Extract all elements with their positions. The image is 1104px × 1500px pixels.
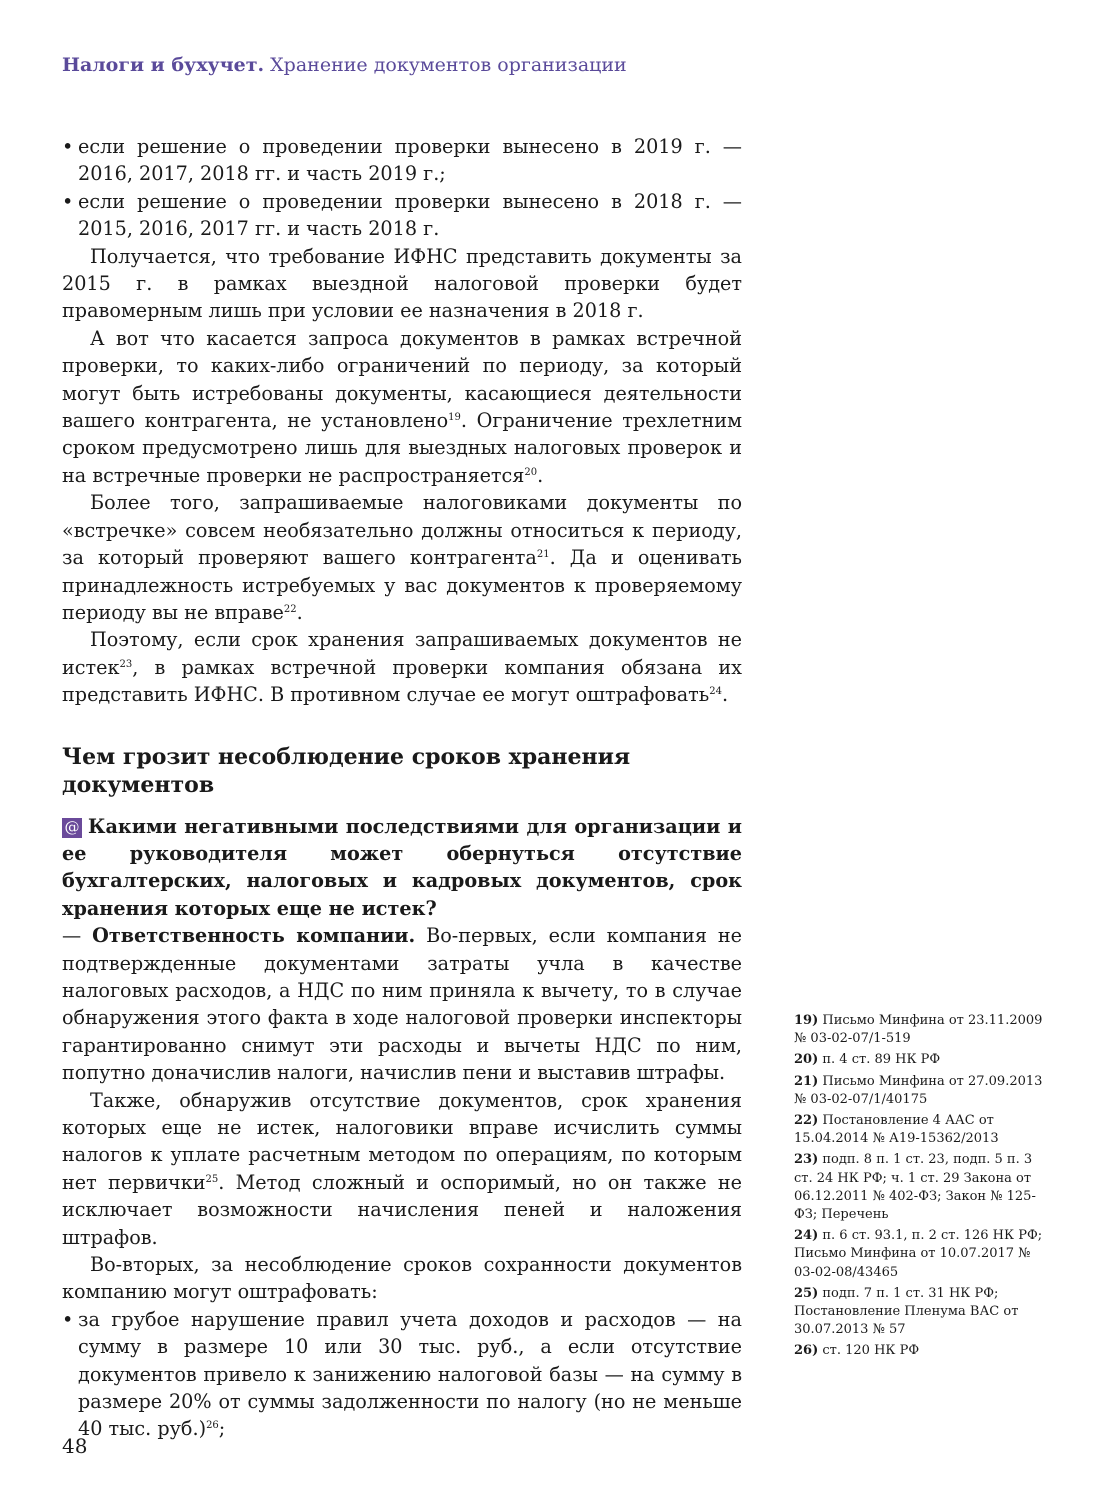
page-number: 48 — [62, 1434, 88, 1458]
paragraph-text: . — [296, 600, 303, 624]
bullet-text: если решение о проведении проверки вынесено в 2018 г. — 2015, 2016, 2017 гг. и часть 2018 г. — [78, 189, 742, 241]
footnote-number: 26) — [794, 1343, 819, 1359]
footnote — [794, 1151, 1044, 1224]
footnote-ref: 21 — [536, 549, 550, 561]
answer-dash: — — [62, 924, 93, 948]
question — [62, 813, 742, 923]
paragraph: Во-вторых, за несоблюдение сроков сохранности документов компанию могут оштрафовать: — [62, 1253, 742, 1304]
footnote-ref: 19 — [448, 412, 461, 424]
bullet-dot: • — [62, 1307, 74, 1331]
footnote-text: Постановление 4 ААС от 15.04.2014 № А19-15362/2013 — [794, 1113, 999, 1147]
footnote-text: подп. 7 п. 1 ст. 31 НК РФ; Постановление Пленума ВАС от 30.07.2013 № 57 — [794, 1285, 1019, 1338]
footnote-text: Письмо Минфина от 27.09.2013 № 03-02-07/1/40175 — [794, 1073, 1043, 1107]
paragraph-text: . Ограничение трехлетним сроком предусмотрено лишь для выездных налоговых проверок и на встречные проверки не распространяется — [62, 409, 742, 487]
footnote-number: 24) — [794, 1228, 819, 1244]
paragraph-text: , в рамках встречной проверки компания обязана их представить ИФНС. В противном случае ее могут оштрафовать — [62, 655, 742, 707]
paragraph-text: Поэтому, если срок хранения запрашиваемых документов не истек — [62, 628, 742, 679]
answer-lead: Ответственность компании. — [92, 924, 416, 948]
footnote — [794, 1073, 1044, 1109]
footnote-ref: 26 — [206, 1420, 219, 1432]
paragraph: Получается, что требование ИФНС представить документы за 2015 г. в рамках выездной налоговой проверки будет правомерным лишь при условии ее назначения в 2018 г. — [62, 244, 742, 323]
footnote-number: 19) — [794, 1013, 819, 1028]
footnote — [794, 1227, 1044, 1282]
answer-text: Во-первых, если компания не подтвержденные документами затраты учла в качестве налоговых расходов, а НДС по ним приняла к вычету, то в случае обнаружения этого факта в ходе налоговой проверки инспекторы гарантированно снимут эти расходы и вычеты НДС по ним, попутно доначислив налоги, начислив пени и выставив штрафы. — [62, 924, 743, 1085]
footnote — [794, 1285, 1044, 1340]
footnote-text: ст. 120 НК РФ — [818, 1343, 920, 1359]
footnote-ref: 22 — [283, 603, 297, 615]
footnote-text: Письмо Минфина от 23.11.2009 № 03-02-07/1-519 — [794, 1013, 1043, 1047]
footnote — [794, 1012, 1044, 1048]
paragraph-text: . Да и оценивать принадлежность истребуемых у вас документов к проверяемому периоду вы не вправе — [62, 546, 742, 624]
footnote-text: подп. 8 п. 1 ст. 23, подп. 5 п. 3 ст. 24 НК РФ; ч. 1 ст. 29 Закона от 06.12.2011 № 402-ФЗ; Закон № 125-ФЗ; Перечень — [794, 1152, 1036, 1223]
running-head-section: Налоги и бухучет. — [62, 54, 265, 76]
bullet-text: ; — [218, 1417, 226, 1441]
footnote-ref: 24 — [709, 686, 722, 698]
footnote — [794, 1051, 1044, 1069]
footnotes-column — [794, 1012, 1044, 1364]
footnote-number: 20) — [794, 1052, 819, 1068]
bullet-dot: • — [62, 135, 74, 158]
bullet-item — [62, 1306, 742, 1443]
footnote-text: п. 4 ст. 89 НК РФ — [818, 1052, 941, 1068]
footnote-ref: 23 — [119, 658, 133, 670]
paragraph — [62, 626, 742, 708]
main-text — [62, 133, 742, 1443]
paragraph — [62, 1087, 742, 1251]
bullet-item — [62, 188, 742, 243]
bullet-dot: • — [62, 189, 74, 213]
paragraph — [62, 325, 742, 489]
running-head — [62, 54, 762, 76]
footnote-ref: 20 — [524, 466, 538, 478]
question-text: Какими негативными последствиями для организации и ее руководителя может обернуться отсутствие бухгалтерских, налоговых и кадровых документов, срок хранения которых еще не истек? — [62, 814, 742, 920]
section-heading: Чем грозит несоблюдение сроков хранения документов — [62, 743, 631, 798]
footnote-number: 21) — [794, 1073, 819, 1089]
paragraph-text: . — [721, 683, 729, 707]
footnote-number: 22) — [794, 1113, 819, 1129]
bullet-text: если решение о проведении проверки вынесено в 2019 г. — 2016, 2017, 2018 гг. и часть 2019 г.; — [78, 135, 742, 186]
paragraph-text: Более того, запрашиваемые налоговиками документы по «встречке» совсем необязательно должны относиться к периоду, за который проверяют вашего контрагента — [62, 491, 742, 570]
footnote — [794, 1112, 1044, 1148]
bullet-item — [62, 133, 742, 188]
footnote — [794, 1342, 1044, 1360]
footnote-number: 25) — [794, 1285, 819, 1301]
bullet-text: за грубое нарушение правил учета доходов и расходов — на сумму в размере 10 или 30 тыс. руб., а если отсутствие документов привело к занижению налоговой базы — на сумму в размере 20% от суммы задолженности по налогу (но не меньше 40 тыс. руб.) — [78, 1307, 742, 1441]
footnote-ref: 25 — [205, 1173, 219, 1185]
paragraph — [62, 489, 742, 626]
paragraph-text: А вот что касается запроса документов в рамках встречной проверки, то каких-либо ограничений по периоду, за который могут быть истребованы документы, касающиеся деятельности вашего контрагента, не установлено — [62, 326, 742, 433]
at-sign-icon: @ — [62, 818, 82, 838]
paragraph-text: . Метод сложный и оспоримый, но он также не исключает возможности начисления пеней и наложения штрафов. — [62, 1170, 743, 1249]
footnote-text: п. 6 ст. 93.1, п. 2 ст. 126 НК РФ; Письмо Минфина от 10.07.2017 № 03-02-08/43465 — [794, 1228, 1043, 1280]
answer — [62, 922, 742, 1086]
paragraph-text: Также, обнаружив отсутствие документов, срок хранения которых еще не истек, налоговики вправе исчислить суммы налогов к уплате расчетным методом по операциям, по которым нет первички — [62, 1088, 742, 1194]
running-head-subtitle: Хранение документов организации — [270, 54, 627, 76]
footnote-number: 23) — [794, 1152, 819, 1168]
paragraph-text: . — [537, 463, 544, 487]
